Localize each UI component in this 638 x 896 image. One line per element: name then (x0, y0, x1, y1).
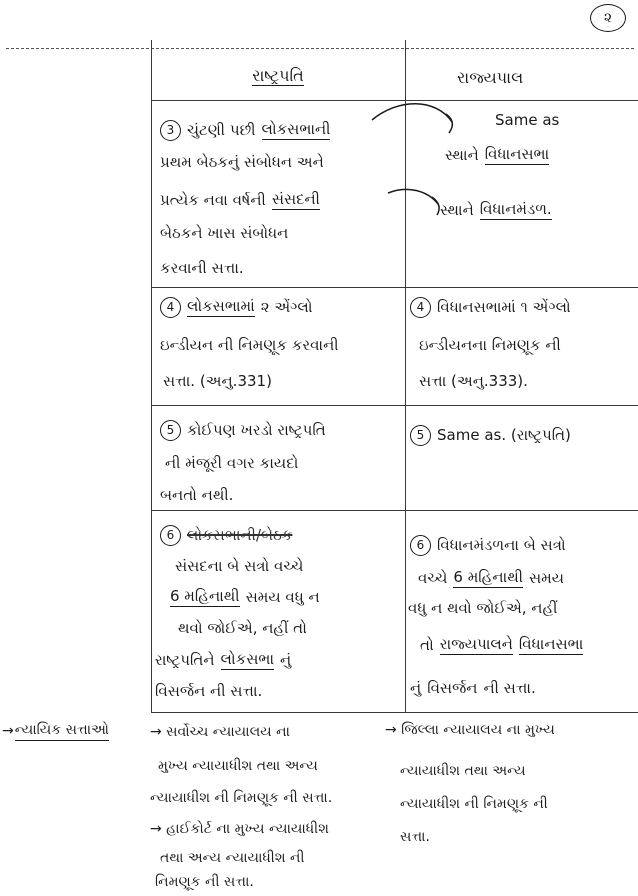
row6-right-line (408, 596, 557, 620)
row6-left-line (170, 585, 320, 609)
text-segment: ઇન્ડીયન ની નિમણૂક કરવાની (160, 336, 339, 354)
row5-left-line (165, 451, 298, 475)
text-segment: ન્યાયાધીશ ની નિમણૂક ની (400, 796, 548, 812)
text-segment: Same as (495, 111, 560, 129)
text-segment: બેઠકને ખાસ સંબોધન (160, 224, 289, 242)
text-segment: વધુ ન થવો જોઈએ, નહીં (408, 599, 558, 617)
judicial-right-line (385, 719, 555, 741)
text-segment: વિસર્જન ની સત્તા. (155, 682, 263, 700)
text-segment: સત્તા (અનુ.333). (419, 372, 528, 390)
judicial-left-line (150, 818, 329, 840)
row4-left-line (160, 333, 339, 357)
row3-left-line (160, 221, 288, 245)
circled-number: 6 (160, 525, 181, 546)
underlined-term: 6 મહિનાથી (170, 587, 240, 605)
row3-left-line (160, 150, 324, 174)
row5-left-line (160, 483, 233, 507)
text-segment: તો (420, 636, 434, 654)
text-segment: કરવાની સત્તા. (160, 259, 244, 277)
row6-left-line (175, 554, 303, 578)
header-president (151, 66, 405, 86)
circled-number: 3 (160, 120, 181, 141)
underlined-term: વિધાનમંડળ. (479, 200, 552, 218)
header-governor (457, 66, 523, 90)
text-segment: રાષ્ટ્રપતિને (155, 651, 215, 669)
text-segment: ની મંજૂરી વગર કાયદો (165, 454, 299, 472)
text-segment: સત્તા. (અનુ.331) (163, 372, 272, 390)
judicial-left-line (155, 871, 254, 893)
row4-right-line (410, 295, 571, 319)
text-segment: ન્યાયાધીશ તથા અન્ય (400, 763, 526, 779)
president-column (151, 0, 405, 712)
row3-right-line (495, 108, 559, 132)
underlined-term: લોકસભાની (261, 120, 331, 138)
text-segment: Same as. (રાષ્ટ્રપતિ) (437, 426, 571, 444)
row6-right-line (410, 533, 566, 557)
row6-left-line (160, 523, 292, 547)
text-segment: વિસર્જન (427, 679, 478, 697)
text-segment: તથા અન્ય ન્યાયાધીશ ની (160, 850, 305, 866)
text-segment: સમય (529, 569, 565, 587)
underlined-term: રાજ્યપાલને (439, 635, 513, 653)
judicial-label-column (0, 712, 148, 896)
text-segment: બનતો નથી. (160, 486, 234, 504)
struck-text: લોકસભાની/બેઠક (187, 526, 293, 544)
text-segment: સમય વધુ ન (245, 588, 320, 606)
judicial-right-line (400, 793, 548, 815)
underlined-term: લોકસભા (220, 650, 275, 668)
row5-right-line (410, 423, 571, 447)
text-segment: વચ્ચે (418, 569, 448, 587)
text-segment: પ્રથમ બેઠકનું સંબોધન અને (160, 153, 324, 171)
row3-left-line (160, 188, 320, 212)
row6-right-line (420, 633, 583, 657)
circled-number: 5 (410, 425, 431, 446)
text-segment: નું (410, 679, 422, 697)
governor-column (405, 0, 638, 712)
circled-number: 4 (410, 297, 431, 318)
row4-right-line (419, 369, 528, 393)
circled-number: 4 (160, 297, 181, 318)
page-number: ૨ (590, 4, 626, 32)
judicial-powers-label (2, 720, 109, 742)
judicial-left-line (158, 755, 318, 777)
judicial-right-line (400, 826, 430, 848)
circled-number: 6 (410, 535, 431, 556)
judicial-president-column (148, 712, 380, 896)
text-segment: વિધાનસભામાં ૧ એંગ્લો (437, 298, 571, 316)
row3-left-line (160, 256, 244, 280)
text-segment: મુખ્ય ન્યાયાધીશ તથા અન્ય (158, 758, 318, 774)
row6-right-line (410, 676, 536, 700)
text-segment: → સર્વોચ્ચ ન્યાયાલય ના (150, 724, 290, 740)
row6-left-line (155, 679, 262, 703)
text-segment: ૨ એંગ્લો (260, 298, 313, 316)
header-label: રાષ્ટ્રપતિ (252, 66, 304, 85)
text-segment: થવો જોઈએ, નહીં તો (178, 619, 307, 637)
arrow-marker: → (2, 723, 14, 739)
row5-left-line (160, 418, 326, 442)
judicial-left-line (150, 721, 290, 743)
text-segment: ની સત્તા. (483, 679, 536, 697)
judicial-governor-column (380, 712, 638, 896)
row4-left-line (163, 369, 272, 393)
row4-left-line (160, 295, 312, 319)
text-segment: નિમણૂક ની સત્તા. (155, 874, 254, 890)
text-segment: સંસદના બે સત્રો વચ્ચે (175, 557, 304, 575)
row3-right-line (440, 198, 552, 222)
text-segment: નું (280, 651, 292, 669)
row3-left-line (160, 118, 330, 142)
text-segment: સત્તા. (400, 829, 430, 845)
text-segment: → જિલ્લા ન્યાયાલય ના મુખ્ય (385, 722, 555, 738)
row3-right-line (445, 143, 549, 167)
row6-right-line (418, 566, 564, 590)
section-heading: ન્યાયિક સત્તાઓ (15, 721, 109, 741)
text-segment: સ્થાને (440, 201, 474, 219)
text-segment: ન્યાયાધીશ ની નિમણૂક ની સત્તા. (150, 790, 333, 806)
text-segment: → હાઈકોર્ટ ના મુખ્ય ન્યાયાધીશ (150, 821, 329, 837)
underlined-term: 6 મહિનાથી (453, 568, 523, 586)
judicial-right-line (400, 760, 526, 782)
text-segment: ઇન્ડીયનના નિમણૂક ની (419, 336, 561, 354)
text-segment: પ્રત્યેક નવા વર્ષની (160, 191, 266, 209)
row6-left-line (155, 648, 291, 672)
judicial-left-line (150, 787, 332, 809)
text-segment: વિધાનમંડળના બે સત્રો (437, 536, 566, 554)
row4-right-line (419, 333, 561, 357)
judicial-left-line (160, 847, 305, 869)
underlined-term: લોકસભામાં (187, 297, 255, 315)
underlined-term: વિધાનસભા (484, 145, 550, 163)
header-label: રાજ્યપાલ (457, 68, 524, 87)
row6-left-line (178, 616, 307, 640)
text-segment: ચુંટણી પછી (187, 121, 256, 139)
underlined-term: વિધાનસભા (518, 635, 584, 653)
circled-number: 5 (160, 420, 181, 441)
text-segment: સ્થાને (445, 146, 479, 164)
underlined-term: સંસદની (271, 190, 320, 208)
text-segment: કોઈપણ ખરડો રાષ્ટ્રપતિ (187, 421, 326, 439)
